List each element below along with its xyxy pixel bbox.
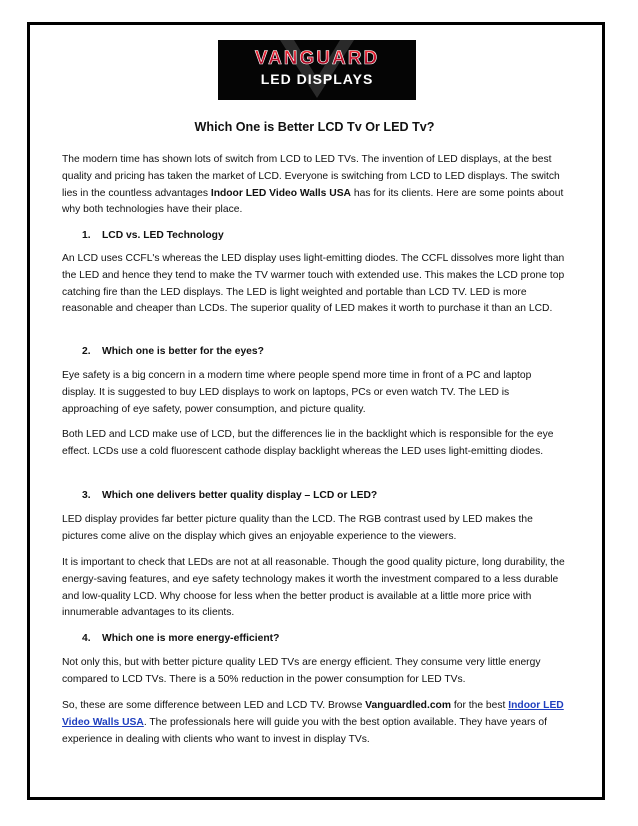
section-3-paragraph-2: It is important to check that LEDs are not at all reasonable. Though the good quality picture, long durability, the energy-saving features, and eye safety technology makes it worth the investment compared to a less durable and low-quality LCD. Why choose for less when the better product is available at a little more price with innumerable advantages to its clients. bbox=[62, 557, 565, 619]
section-2-paragraph-1: Eye safety is a big concern in a modern time where people spend more time in front of a PC and laptop display. It is suggested to buy LED displays to work on laptops, PCs or even watch TV. The LED is approaching of eye safety, power consumption, and picture quality. bbox=[62, 370, 532, 415]
vanguard-logo bbox=[218, 40, 416, 100]
intro-bold-phrase: Indoor LED Video Walls USA bbox=[210, 187, 351, 199]
section-3-number: 3. bbox=[82, 490, 91, 501]
section-2-heading bbox=[82, 344, 264, 361]
section-3-heading bbox=[82, 488, 377, 505]
indoor-led-video-walls-link[interactable]: Indoor LED Video Walls USA bbox=[62, 700, 564, 728]
logo-graphic bbox=[218, 40, 416, 100]
intro-text-2: has for its clients. Here are some points about why both technologies have their place. bbox=[62, 187, 564, 216]
section-4-title: Which one is more energy-efficient? bbox=[102, 633, 280, 644]
closing-text-2: for the best bbox=[451, 700, 509, 711]
closing-text-1: So, these are some difference between LED and LCD TV. Browse bbox=[62, 700, 366, 711]
logo-line1: VANGUARD bbox=[254, 48, 380, 69]
section-2-number: 2. bbox=[82, 346, 91, 357]
intro-text-1: The modern time has shown lots of switch from LCD to LED TVs. The invention of LED displays, at the best quality and pricing has taken the market of LCD. Everyone is switching from LCD to LED displays. The switch lies in the countless advantages bbox=[62, 154, 560, 199]
section-4-heading bbox=[82, 631, 279, 648]
section-1-heading bbox=[82, 228, 224, 245]
closing-paragraph bbox=[62, 698, 567, 748]
section-3-paragraph-1: LED display provides far better picture quality than the LCD. The RGB contrast used by LED makes the pictures come alive on the display which gives an enjoyable experience to the viewers. bbox=[62, 514, 533, 542]
section-2-paragraph-2: Both LED and LCD make use of LCD, but the differences lie in the backlight which is responsible for the eye effect. LCDs use a cold fluorescent cathode display backlight whereas the LED uses light-emitting diodes. bbox=[62, 429, 554, 457]
section-1-title: LCD vs. LED Technology bbox=[102, 230, 224, 241]
section-1-paragraph-1: An LCD uses CCFL's whereas the LED display uses light-emitting diodes. The CCFL dissolves more light than the LED and hence they tend to make the TV warmer touch with extended use. This makes the LCD prone top catching fire than the LED displays. The LED is light weighted and portable than LCD TV. LED is more reasonable and cheaper than LCDs. The superior quality of LED makes it worth to purchase it than an LCD. bbox=[62, 253, 565, 315]
closing-text-3: . The professionals here will guide you with the best option available. They have years of experience in dealing with clients who want to invest in display TVs. bbox=[62, 716, 547, 745]
section-3-title: Which one delivers better quality display – LCD or LED? bbox=[102, 490, 378, 501]
intro-paragraph bbox=[62, 152, 567, 219]
section-4-number: 4. bbox=[82, 633, 91, 644]
vanguard-site-name: Vanguardled.com bbox=[365, 700, 452, 711]
section-2-title: Which one is better for the eyes? bbox=[102, 346, 264, 357]
section-1-number: 1. bbox=[82, 230, 91, 241]
section-4-paragraph-1: Not only this, but with better picture quality LED TVs are energy efficient. They consume very little energy compared to LCD TVs. There is a 50% reduction in the power consumption for LED TVs. bbox=[62, 657, 541, 685]
logo-line2: LED DISPLAYS bbox=[260, 71, 374, 87]
page-title: Which One is Better LCD Tv Or LED Tv? bbox=[194, 120, 435, 134]
